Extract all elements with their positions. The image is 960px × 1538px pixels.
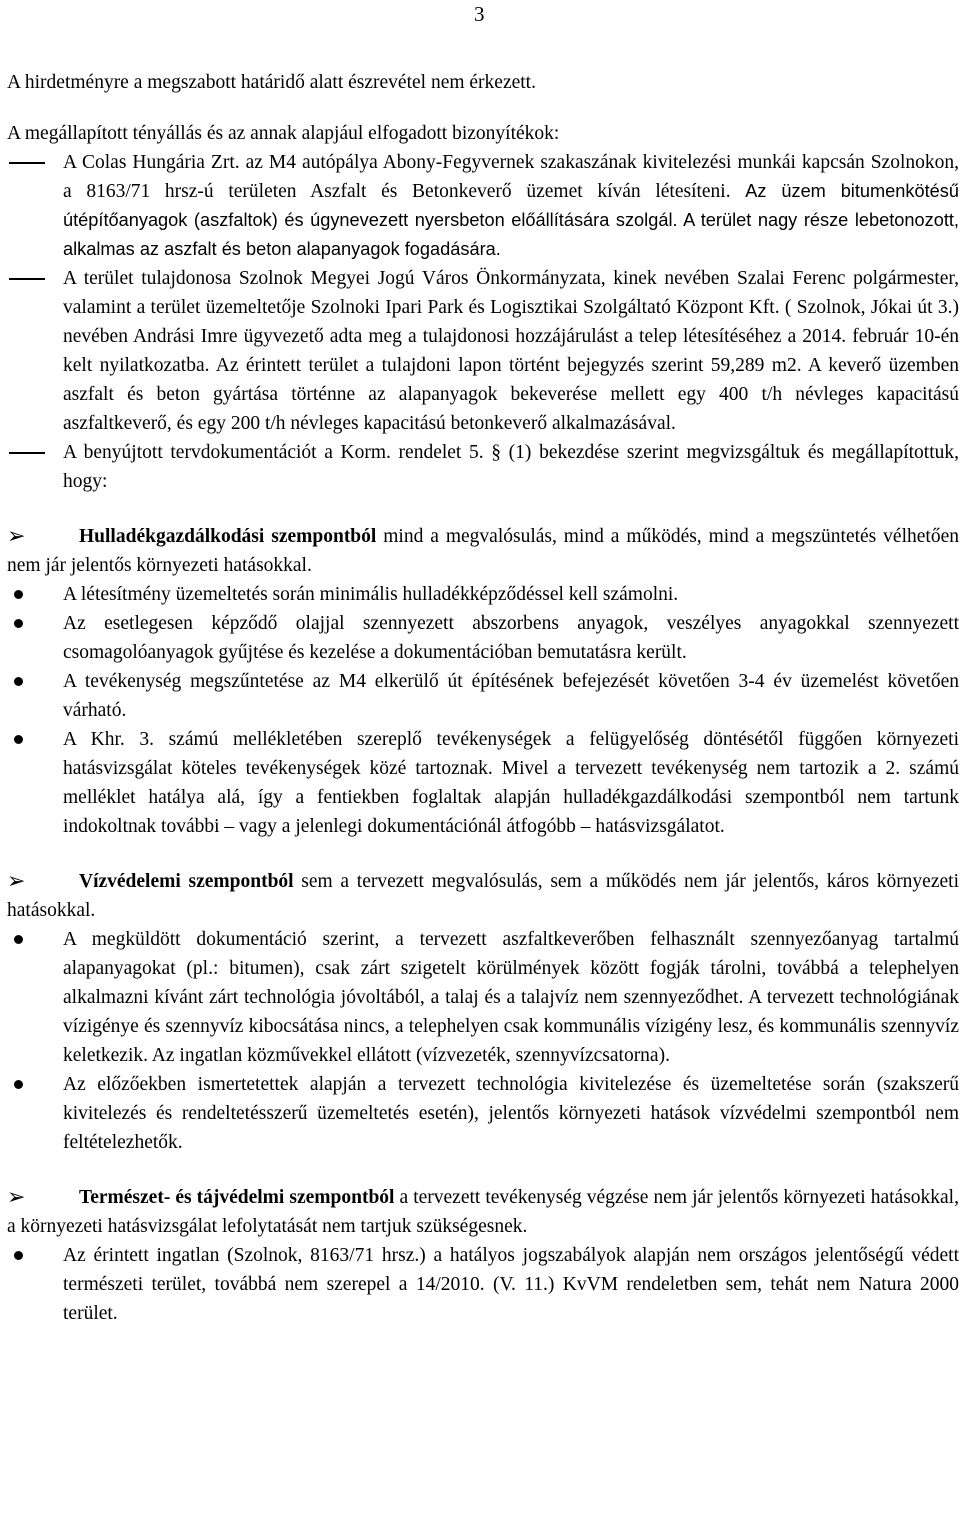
fact-item — [7, 264, 959, 438]
list-item-text: Az érintett ingatlan (Szolnok, 8163/71 hrsz.) a hatályos jogszabályok alapján nem országos jelentőségű védett természeti terület, továbbá nem szerepel a 14/2010. (V. 11.) KvVM rendeletben sem, tehát nem Natura 2000 terület. — [63, 1245, 959, 1324]
fact-text: A benyújtott tervdokumentációt a Korm. rendelet 5. § (1) bekezdése szerint megvizsgáltuk és megállapítottuk, hogy: — [63, 442, 959, 492]
section-nature-protection — [7, 1183, 959, 1328]
bullet-dot-icon — [14, 590, 23, 599]
section-heading — [7, 522, 959, 580]
list-item-text: A létesítmény üzemeltetés során minimális hulladékképződéssel kell számolni. — [63, 584, 679, 605]
list-item — [7, 667, 959, 725]
section-title: Vízvédelemi szempontból — [79, 871, 294, 892]
fact-item — [7, 148, 959, 264]
list-item-text: A megküldött dokumentáció szerint, a tervezett aszfaltkeverőben felhasznált szennyezőanyag tartalmú alapanyagokat (pl.: bitumen), csak zárt szigetelt körülmények között fogják tárolni, továbbá a telephelyen alkalmazni kívánt zárt technológia jóvoltából, a talaj és a talajvíz nem szennyeződhet. A tervezett technológiának vízigénye és szennyvíz kibocsátása nincs, a telephelyen csak kommunális vízigény lesz, és kommunális szennyvíz keletkezik. Az ingatlan közművekkel ellátott (vízvezeték, szennyvízcsatorna). — [63, 929, 959, 1066]
list-item — [7, 1070, 959, 1157]
facts-heading: A megállapított tényállás és az annak alapjául elfogadott bizonyítékok: — [7, 123, 560, 144]
section-title: Természet- és tájvédelmi szempontból — [79, 1187, 395, 1208]
fact-text: A Colas Hungária Zrt. az M4 autópálya Abony-Fegyvernek szakaszának kivitelezési munkái kapcsán Szolnokon, a 8163/71 hrsz-ú területen Aszfalt és Betonkeverő üzemet kíván létesíteni. — [63, 152, 959, 202]
facts-list — [7, 148, 959, 496]
no-objection-statement: A hirdetményre a megszabott határidő alatt észrevétel nem érkezett. — [7, 72, 536, 93]
list-item-text: Az esetlegesen képződő olajjal szennyezett abszorbens anyagok, veszélyes anyagokkal szennyezett csomagolóanyagok gyűjtése és kezelése a dokumentációban bemutatásra került. — [63, 613, 959, 663]
list-item — [7, 925, 959, 1070]
section-title: Hulladékgazdálkodási szempontból — [79, 526, 377, 547]
fact-text: A terület tulajdonosa Szolnok Megyei Jogú Város Önkormányzata, kinek nevében Szalai Ferenc polgármester, valamint a terület üzemeltetője Szolnoki Ipari Park és Logisztikai Szolgáltató Központ Kft. ( Szolnok, Jókai út 3.) nevében Andrási Imre ügyvezető adta meg a tulajdonosi hozzájárulást a telep létesítéséhez a 2014. február 10-én kelt nyilatkozatba. Az érintett terület a tulajdoni lapon történt bejegyzés szerint 59,289 m2. A keverő üzemben aszfalt és beton gyártása történne az alapanyagok bekeverése mellett egy 400 t/h névleges kapacitású aszfaltkeverő, és egy 200 t/h névleges kapacitású betonkeverő alkalmazásával. — [63, 268, 959, 434]
fact-text-sans: Az üzem bitumenkötésű útépítőanyagok (aszfaltok) és úgynevezett nyersbeton előállítására szolgál. A terület nagy része lebetonozott, alkalmas az aszfalt és beton alapanyagok fogadására. — [63, 181, 959, 259]
section-intro: sem a tervezett megvalósulás, sem a működés nem jár jelentős, káros környezeti hatásokkal. — [7, 871, 959, 921]
section-intro: a tervezett tevékenység végzése nem jár jelentős környezeti hatásokkal, a környezeti hatásvizsgálat lefolytatását nem tartjuk szükségesnek. — [7, 1187, 959, 1237]
list-item-text: Az előzőekben ismertetettek alapján a tervezett technológia kivitelezése és üzemeltetése során (szakszerű kivitelezés és rendeltetésszerű üzemeltetés esetén), jelentős környezeti hatások vízvédelmi szempontból nem feltételezhetők. — [63, 1074, 959, 1153]
list-item — [7, 609, 959, 667]
section-intro: mind a megvalósulás, mind a működés, mind a megszüntetés vélhetően nem jár jelentős környezeti hatásokkal. — [7, 526, 959, 576]
section-water-protection — [7, 867, 959, 1157]
list-item — [7, 725, 959, 841]
page-number: 3 — [474, 2, 485, 26]
section-waste-management — [7, 522, 959, 841]
arrow-bullet-icon: ➢ — [7, 1185, 26, 1210]
list-item-text: A tevékenység megszűntetése az M4 elkerülő út építésének befejezését követően 3-4 év üzemelést követően várható. — [63, 671, 959, 721]
section-heading — [7, 1183, 959, 1241]
section-heading — [7, 867, 959, 925]
fact-item — [7, 438, 959, 496]
bullet-dot-icon — [14, 935, 23, 944]
list-item — [7, 1241, 959, 1328]
arrow-bullet-icon: ➢ — [7, 524, 26, 549]
document-body — [7, 68, 959, 1328]
bullet-dot-icon — [14, 619, 23, 628]
list-item — [7, 580, 959, 609]
list-item-text: A Khr. 3. számú mellékletében szereplő tevékenységek a felügyelőség döntésétől függően környezeti hatásvizsgálat köteles tevékenységek közé tartoznak. Mivel a tervezett tevékenység nem tartozik a 2. számú melléklet hatálya alá, így a fentiekben foglaltak alapján hulladékgazdálkodási szempontból nem tartunk indokoltnak további – vagy a jelenlegi dokumentációnál átfogóbb – hatásvizsgálatot. — [63, 729, 959, 837]
arrow-bullet-icon: ➢ — [7, 869, 26, 894]
bullet-dot-icon — [14, 1080, 23, 1089]
bullet-dot-icon — [14, 1251, 23, 1260]
bullet-dot-icon — [14, 735, 23, 744]
bullet-dot-icon — [14, 677, 23, 686]
